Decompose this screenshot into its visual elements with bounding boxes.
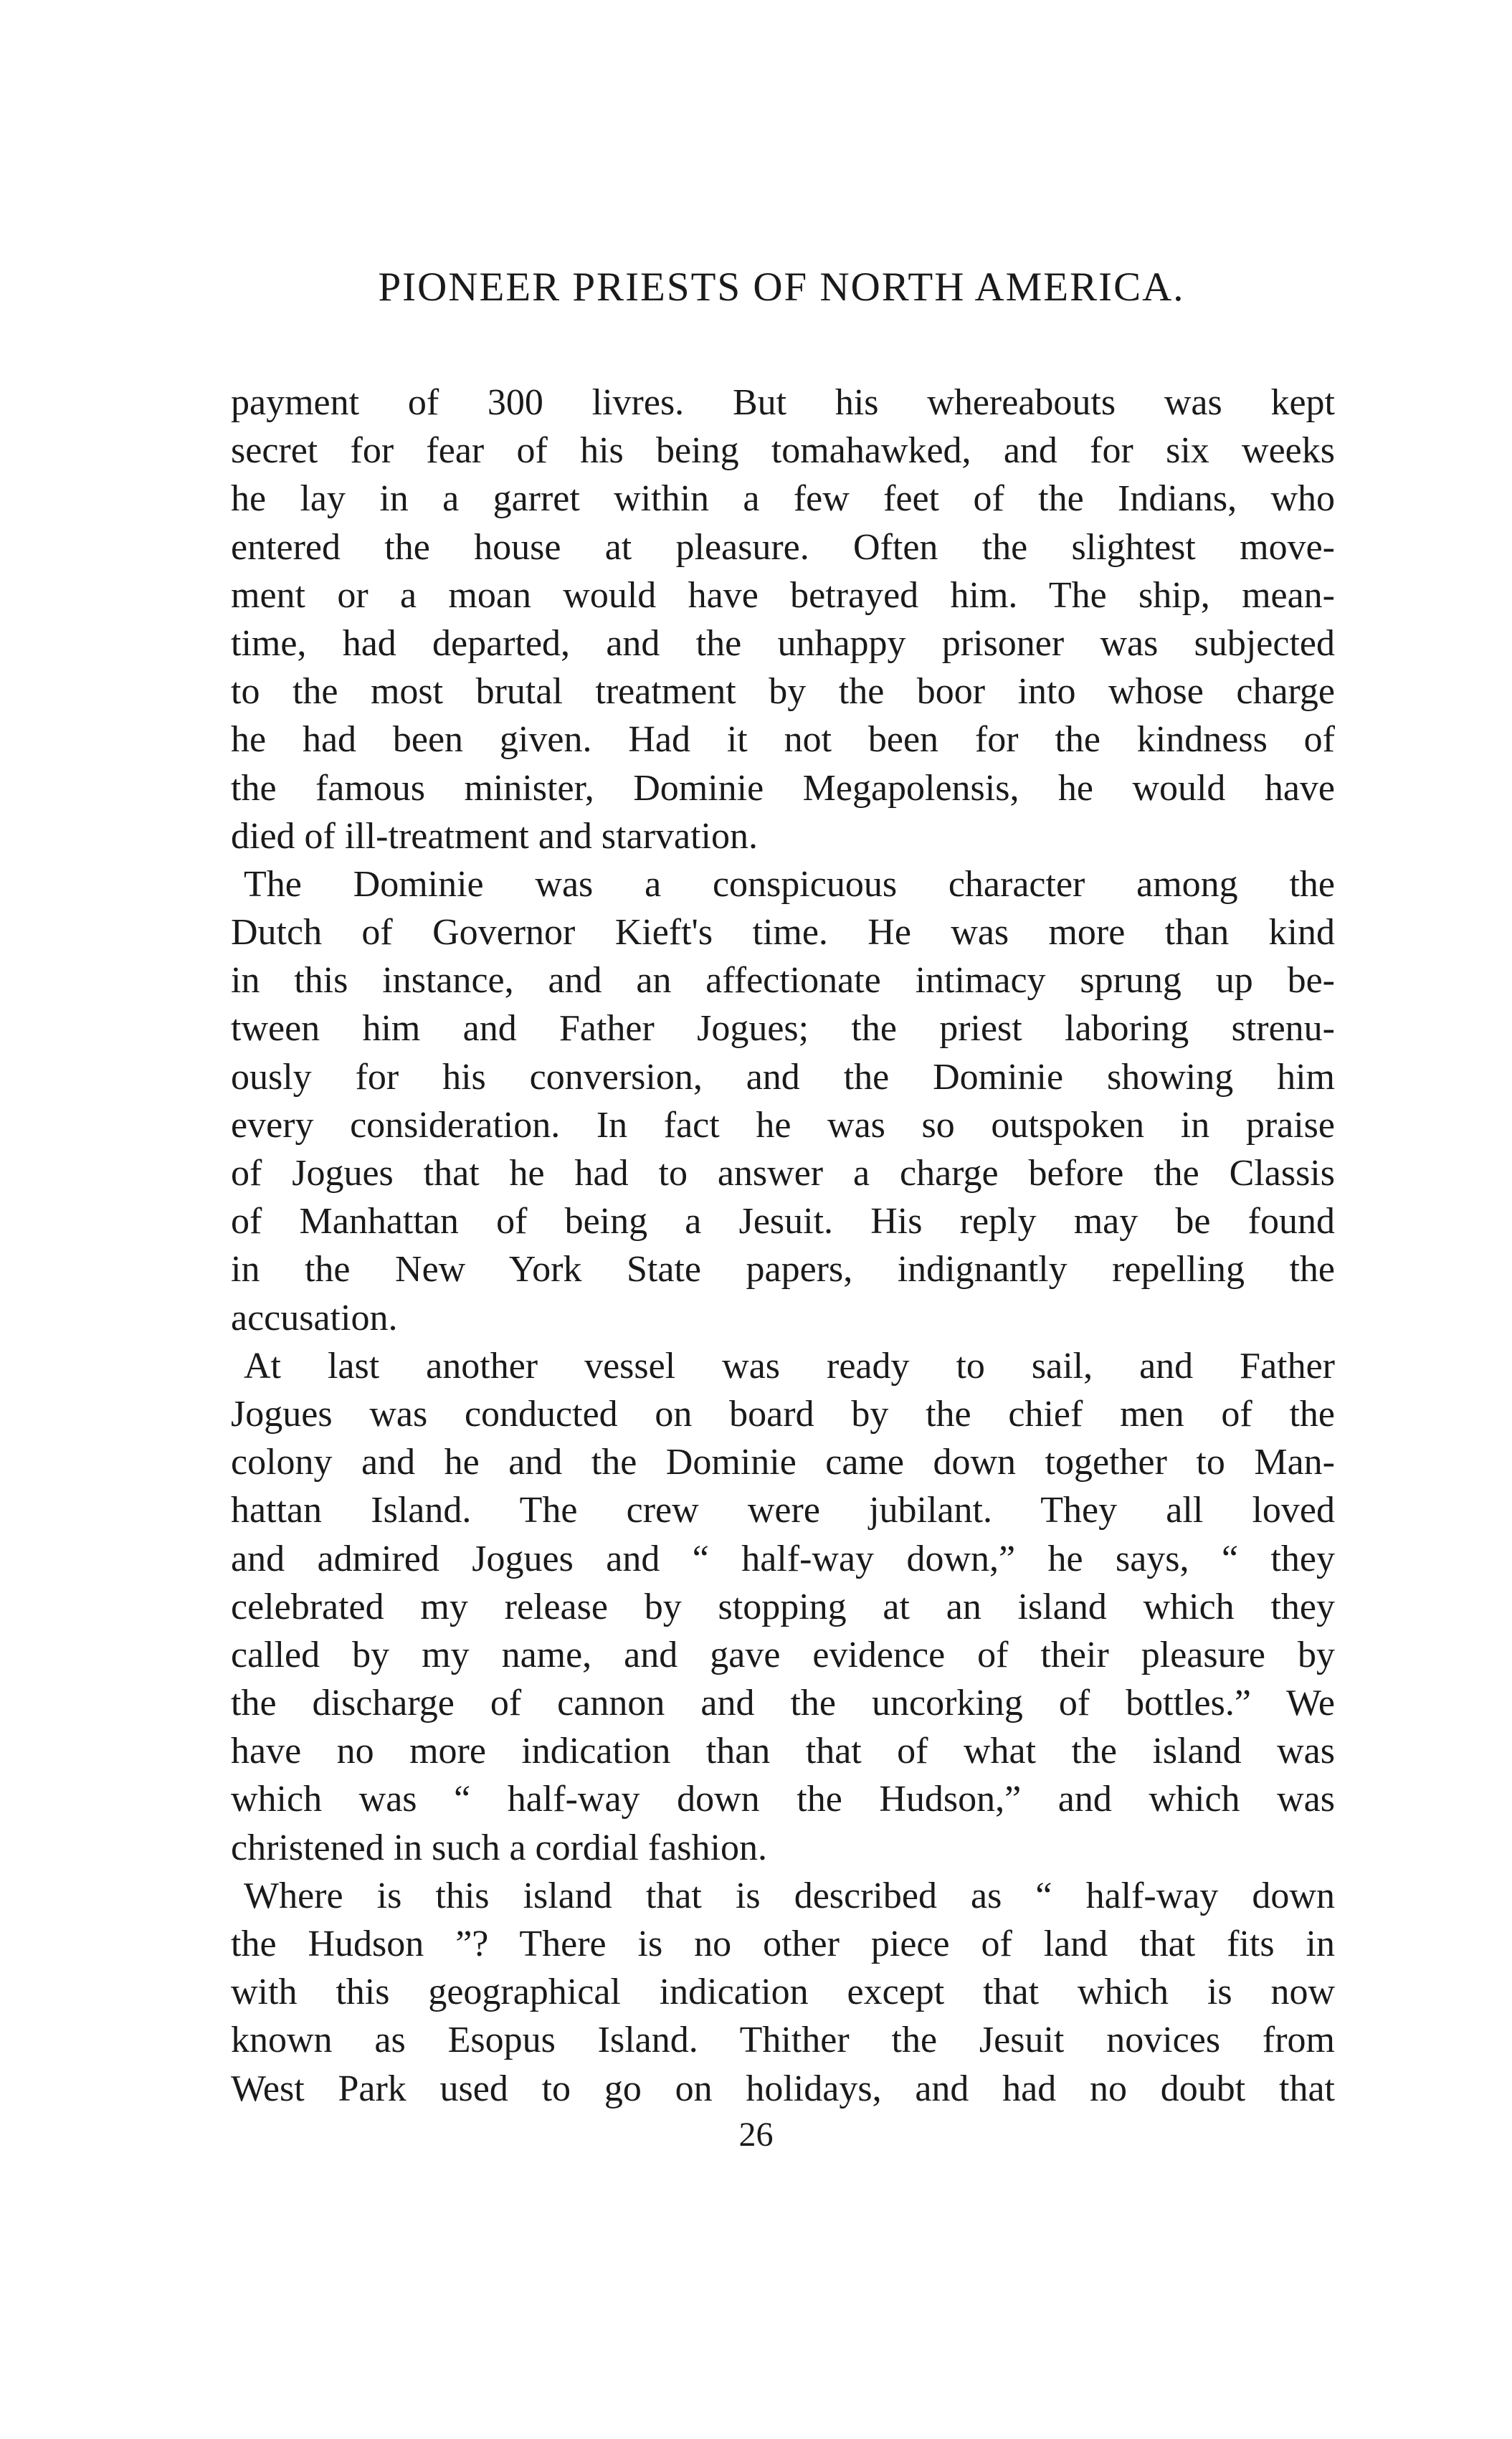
text-line: Dutch of Governor Kieft's time. He was more than kind: [231, 912, 1335, 954]
body-text: [231, 379, 1335, 2113]
text-line: christened in such a cordial fashion.: [231, 1827, 767, 1868]
text-line: Jogues was conducted on board by the chief men of the: [231, 1393, 1335, 1435]
text-line: called by my name, and gave evidence of their pleasure by: [231, 1634, 1335, 1675]
text-line: of Jogues that he had to answer a charge before the Classis: [231, 1153, 1335, 1194]
text-line: to the most brutal treatment by the boor into whose charge: [231, 671, 1335, 713]
text-line: The Dominie was a conspicuous character among the: [244, 863, 1335, 905]
text-line: Where is this island that is described as “ half-way down: [244, 1875, 1335, 1916]
text-line: accusation.: [231, 1297, 398, 1339]
text-line: tween him and Father Jogues; the priest laboring strenu-: [231, 1008, 1335, 1050]
text-line: colony and he and the Dominie came down together to Man-: [231, 1442, 1335, 1483]
text-line: payment of 300 livres. But his whereabouts was kept: [231, 382, 1335, 423]
text-line: ously for his conversion, and the Dominie showing him: [231, 1056, 1335, 1098]
text-line: time, had departed, and the unhappy prisoner was subjected: [231, 622, 1335, 664]
text-line: secret for fear of his being tomahawked, and for six weeks: [231, 430, 1335, 472]
text-line: have no more indication than that of what the island was: [231, 1731, 1335, 1772]
text-line: known as Esopus Island. Thither the Jesuit novices from: [231, 2020, 1335, 2061]
text-line: hattan Island. The crew were jubilant. They all loved: [231, 1490, 1335, 1531]
text-line: the Hudson ”? There is no other piece of land that fits in: [231, 1924, 1335, 1964]
text-line: West Park used to go on holidays, and had no doubt that: [231, 2068, 1335, 2109]
text-line: died of ill-treatment and starvation.: [231, 815, 758, 857]
text-line: the famous minister, Dominie Megapolensis, he would have: [231, 767, 1335, 809]
text-line: entered the house at pleasure. Often the slightest move-: [231, 526, 1335, 568]
running-head: PIONEER PRIESTS OF NORTH AMERICA.: [378, 265, 1185, 310]
text-line: and admired Jogues and “ half-way down,” he says, “ they: [231, 1538, 1335, 1579]
page-number: 26: [738, 2116, 774, 2154]
text-line: he had been given. Had it not been for the kindness of: [231, 719, 1335, 761]
text-line: celebrated my release by stopping at an island which they: [231, 1586, 1335, 1627]
text-line: every consideration. In fact he was so outspoken in praise: [231, 1104, 1335, 1146]
text-line: At last another vessel was ready to sail, and Father: [244, 1345, 1335, 1387]
text-line: in this instance, and an affectionate intimacy sprung up be-: [231, 960, 1335, 1002]
text-line: of Manhattan of being a Jesuit. His reply may be found: [231, 1201, 1335, 1242]
text-line: in the New York State papers, indignantly repelling the: [231, 1249, 1335, 1290]
text-line: ment or a moan would have betrayed him. The ship, mean-: [231, 574, 1335, 616]
text-line: the discharge of cannon and the uncorking of bottles.” We: [231, 1683, 1335, 1724]
text-line: with this geographical indication except that which is now: [231, 1972, 1335, 2013]
text-line: which was “ half-way down the Hudson,” and which was: [231, 1779, 1335, 1820]
text-line: he lay in a garret within a few feet of the Indians, who: [231, 478, 1335, 520]
